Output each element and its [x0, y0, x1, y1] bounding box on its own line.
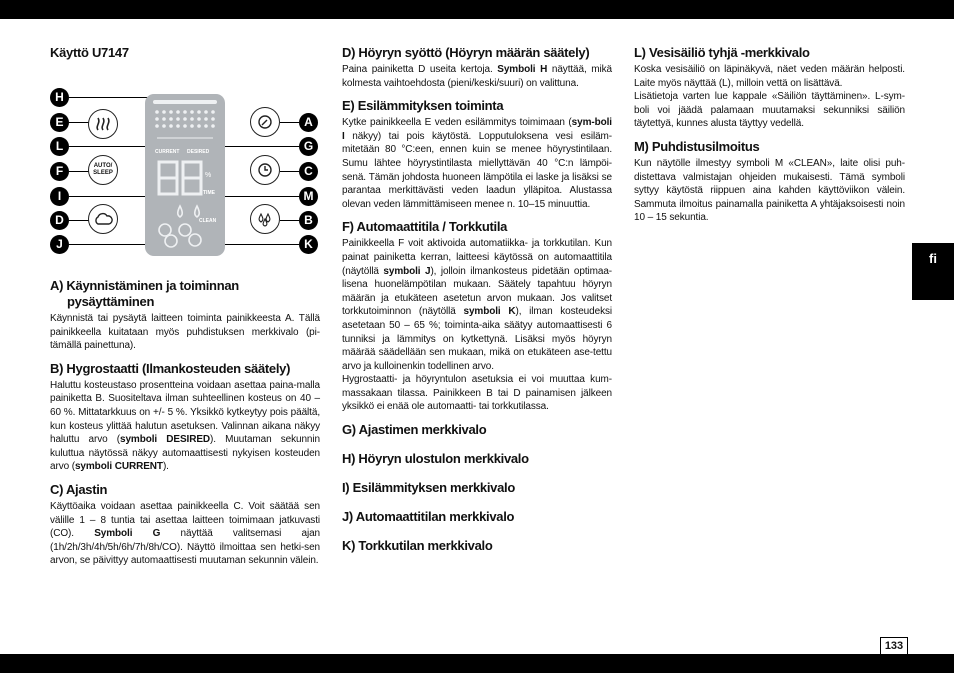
column-1-text	[50, 278, 320, 576]
section-l-text: Koska vesisäiliö on läpinäkyvä, näet veden määrän helposti. Laite myös näyttää (L), milloin vettä on lisättävä.	[634, 64, 905, 89]
section-e-title: E) Esilämmityksen toiminta	[342, 98, 504, 114]
top-bar	[0, 0, 954, 19]
badge-k: K	[299, 235, 318, 254]
display-clean-label: CLEAN	[199, 218, 217, 224]
section-l-text-2: Lisätietoja varten lue kappale «Säiliön täyttäminen». L-sym-boli voi jäädä palamaan muutamaksi sekunniksi säiliön täytettyä, kunnes alusta täyttyy vedellä.	[634, 91, 905, 130]
section-a-text: Käynnistä tai pysäytä laitteen toiminta painikkeesta A. Tällä painikkeella kuitataan myös puhdistuksen merkkivalo (pi-tämällä painettuna).	[50, 313, 320, 352]
auto-sleep-button	[88, 155, 118, 185]
display-panel	[145, 94, 225, 256]
badge-g: G	[299, 137, 318, 156]
page-number: 133	[880, 637, 908, 655]
section-i-title: I) Esilämmityksen merkkivalo	[342, 480, 515, 496]
badge-i: I	[50, 187, 69, 206]
display-segments	[145, 94, 225, 256]
column-3	[634, 45, 905, 233]
control-panel-diagram	[50, 85, 325, 265]
badge-f: F	[50, 162, 69, 181]
section-k-title: K) Torkkutilan merkkivalo	[342, 538, 493, 554]
water-drops-icon	[256, 211, 274, 227]
section-f	[342, 219, 612, 414]
section-e	[342, 98, 612, 211]
sleep-label: SLEEP	[93, 170, 113, 176]
leader-line-e	[69, 122, 89, 123]
badge-a: A	[299, 113, 318, 132]
section-f-title: F) Automaattitila / Torkkutila	[342, 219, 508, 235]
section-b	[50, 361, 320, 474]
column-2	[342, 45, 612, 556]
section-c-title: C) Ajastin	[50, 481, 108, 497]
section-e-text: Kytke painikkeella E veden esilämmitys toimimaan (sym-boli I näkyy) tai pois käytöstä. Lopputuloksena vesi esiläm-mitetään 80 °C:een, ennen kuin se menee höyrystintilaan. Sumu lähtee höyrystintilasta miellyttävän 40 °C:n lämpöi-senä. Tämän johdosta huoneen lämpötila ei laske ja lisäksi se parantaa merkittävästi veden laadun ylläpitoa. Alustassa olevan veden lämmittämiseen menee n. 10–15 minuuttia.	[342, 117, 612, 210]
badge-j: J	[50, 235, 69, 254]
section-title-usage: Käyttö U7147	[50, 45, 129, 60]
section-j-title: J) Automaattitilan merkkivalo	[342, 509, 515, 525]
section-l	[634, 45, 905, 131]
section-m	[634, 139, 905, 225]
section-d-text: Paina painiketta D useita kertoja. Symboli H näyttää, mikä kolmesta vaihtoehdosta (pieni/keski/suuri) on valittuna.	[342, 64, 612, 89]
leader-line-d	[69, 220, 89, 221]
power-button	[250, 107, 280, 137]
section-a-title: A) Käynnistäminen ja toiminnan pysäyttäminen	[50, 278, 239, 309]
leader-line-b	[280, 220, 299, 221]
badge-e: E	[50, 113, 69, 132]
section-c-text: Käyttöaika voidaan asettaa painikkeella C. Voit säätää sen välille 1 – 8 tuntia tai asettaa laitteen toimimaan jatkuvasti (CO). Symboli G näyttää valitsemasi ajan (1h/2h/3h/4h/5h/6h/7h/8h/CO). Näyttö ilmoittaa sen hetki-sen arvon, se päivittyy automaattisesti muutaman sekunnin välein.	[50, 500, 320, 567]
section-a	[50, 278, 320, 353]
badge-d: D	[50, 211, 69, 230]
section-l-title: L) Vesisäiliö tyhjä -merkkivalo	[634, 45, 810, 60]
clock-icon	[257, 162, 273, 178]
badge-l: L	[50, 137, 69, 156]
leader-line-a	[280, 122, 299, 123]
power-icon	[257, 114, 273, 130]
section-d	[342, 45, 612, 90]
bottom-bar	[0, 654, 954, 673]
section-g-title: G) Ajastimen merkkivalo	[342, 422, 487, 438]
section-h-title: H) Höyryn ulostulon merkkivalo	[342, 451, 529, 467]
display-desired-label: DESIRED	[187, 149, 210, 155]
leader-line-i	[69, 196, 154, 197]
column-1	[50, 45, 320, 63]
heat-waves-icon	[94, 116, 112, 132]
leader-line-c	[280, 171, 299, 172]
display-current-label: CURRENT	[155, 149, 180, 155]
leader-line-f	[69, 171, 89, 172]
section-f-text: Painikkeella F voit aktivoida automatiikka- ja torkkutilan. Kun painat painiketta kerran, laitteesi käytössä on automaattitila (näytöllä symboli J), jolloin ilmankosteus pidetään optimaa-lisena huonelämpötilan mukaan. Säätely tapahtuu höyryn määrän ja etukäteen asetetun arvon mukaan. Jos valitset torkkutoiminnon (näytöllä symboli K), ilman kosteudeksi asetetaan 50 – 65 %; toiminta-aika säätyy automaattisesti 6 tunniksi ja lämmitys on kytkettynä. Lisäksi myös höyryn määrää säädellään sen mukaan, mikä on etukäteen ase-tettu arvo ja kulloinenkin todellinen arvo.	[342, 238, 613, 372]
timer-button	[250, 155, 280, 185]
auto-label: AUTO/	[93, 163, 113, 169]
section-m-text: Kun näytölle ilmestyy symboli M «CLEAN», laite olisi puh-distettava valmistajan ohjeiden mukaisesti. Tämä symboli syttyy käytöstä riippuen aina kahden käyttöviikon välein. Sammuta ilmoitus painamalla painiketta A yhtäjaksoisesti noin 10 – 15 sekuntia.	[634, 157, 905, 224]
section-b-title: B) Hygrostaatti (Ilmankosteuden säätely)	[50, 360, 291, 376]
section-f-text-2: Hygrostaatti- ja höyryntulon asetuksia ei voi muuttaa kum-massakaan tilassa. Painikkeen B tai D painamisen jälkeen yksikkö ei enää ole automaatti- tai torkkutilassa.	[342, 374, 612, 413]
badge-b: B	[299, 211, 318, 230]
section-m-title: M) Puhdistusilmoitus	[634, 138, 760, 154]
section-b-text: Haluttu kosteustaso prosentteina voidaan asettaa paina-malla painiketta B. Suositeltava ilman suhteellinen kosteus on 40 – 60 %. Mittatarkkuus on +/- 5 %. Yksikkö kytkeytyy pois päältä, kun kosteus ylittää halutun asetuksen. Valinnan aikana näkyy haluttu arvo (symboli DESIRED). Muutaman sekunnin kuluttua näytössä näkyy automaattisesti nykyisen kosteuden arvo (symboli CURRENT).	[50, 379, 320, 473]
display-time-label: TIME	[203, 190, 215, 196]
section-c	[50, 482, 320, 568]
steam-output-button	[88, 204, 118, 234]
hygrostat-button	[250, 204, 280, 234]
badge-m: M	[299, 187, 318, 206]
language-tab: fi	[912, 243, 954, 300]
badge-h: H	[50, 88, 69, 107]
display-percent: %	[205, 172, 212, 179]
section-d-title: D) Höyryn syöttö (Höyryn määrän säätely)	[342, 45, 590, 60]
preheat-button	[88, 109, 118, 139]
cloud-icon	[93, 212, 113, 226]
badge-c: C	[299, 162, 318, 181]
